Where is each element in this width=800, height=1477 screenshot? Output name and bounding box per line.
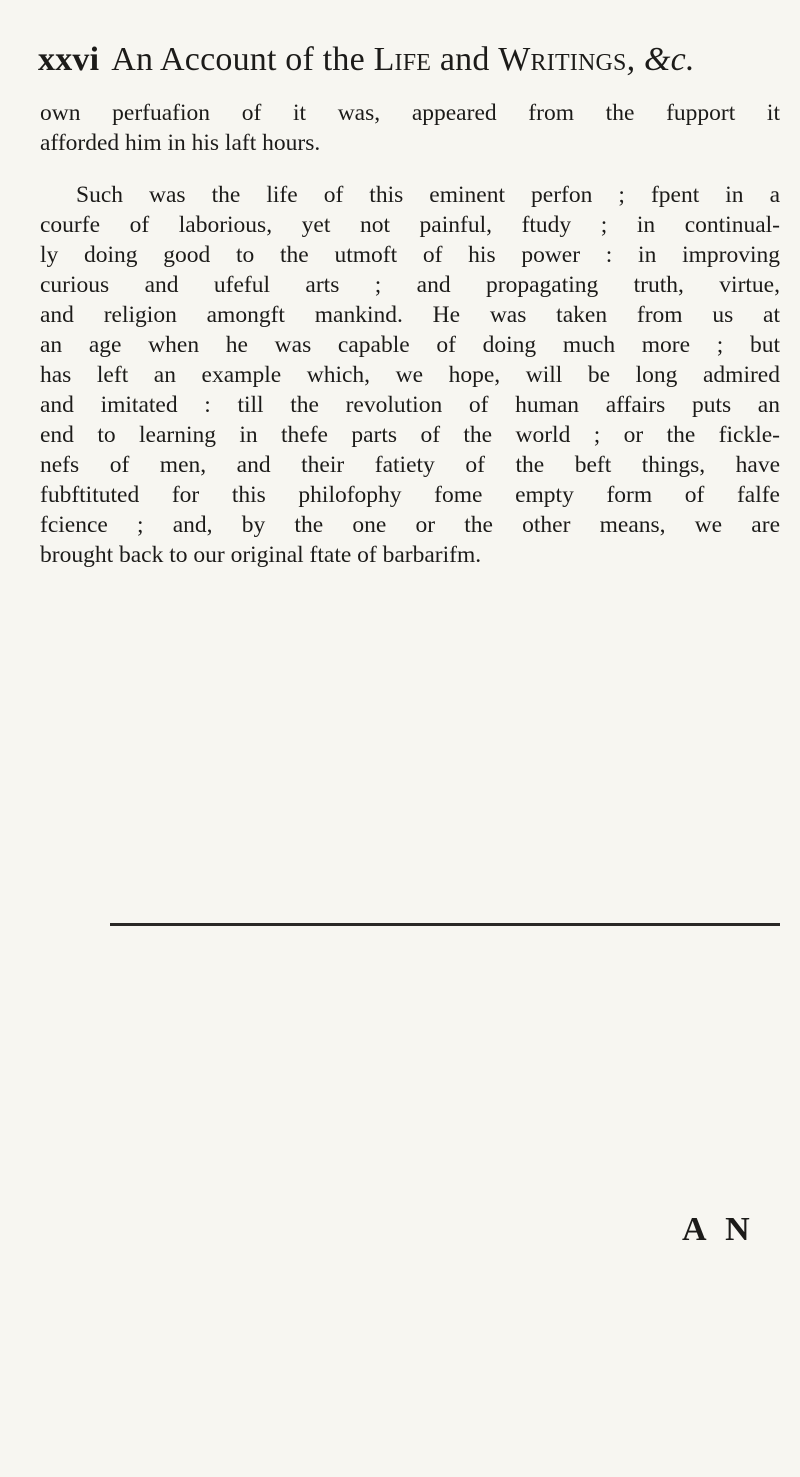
- catchword: A N: [682, 1211, 756, 1248]
- running-head-text-c: and: [431, 41, 499, 78]
- text-line: and imitated : till the revolution of human affairs puts an: [40, 392, 780, 418]
- text-line: afforded him in his laft hours.: [40, 130, 321, 156]
- text-line: curious and ufeful arts ; and propagating truth, virtue,: [40, 272, 780, 298]
- text-line: brought back to our original ftate of barbarifm.: [40, 542, 482, 568]
- text-line: and religion amongft mankind. He was taken from us at: [40, 302, 780, 328]
- running-head-text-a: An Account of the: [111, 41, 374, 78]
- text-line: courfe of laborious, yet not painful, ftudy ; in continual-: [40, 212, 780, 238]
- running-head-text-d: Writings: [498, 41, 627, 78]
- page-number: xxvi: [38, 41, 100, 78]
- running-head: [38, 40, 778, 80]
- running-head-text-e: , &c.: [626, 41, 695, 78]
- paragraph-1: [40, 98, 780, 158]
- text-line: fubftituted for this philofophy fome empty form of falfe: [40, 482, 780, 508]
- text-line: fcience ; and, by the one or the other means, we are: [40, 512, 780, 538]
- running-head-text-b: Life: [373, 41, 432, 78]
- text-line: an age when he was capable of doing much more ; but: [40, 332, 780, 358]
- text-line: end to learning in thefe parts of the world ; or the fickle-: [40, 422, 780, 448]
- section-rule: [110, 923, 780, 926]
- text-line: Such was the life of this eminent perfon ; fpent in a: [76, 182, 780, 208]
- text-line: own perfuafion of it was, appeared from the fupport it: [40, 100, 780, 126]
- body-text: [40, 98, 780, 570]
- paragraph-2: [40, 180, 780, 570]
- text-line: nefs of men, and their fatiety of the beft things, have: [40, 452, 780, 478]
- text-line: ly doing good to the utmoft of his power : in improving: [40, 242, 780, 268]
- text-line: has left an example which, we hope, will be long admired: [40, 362, 780, 388]
